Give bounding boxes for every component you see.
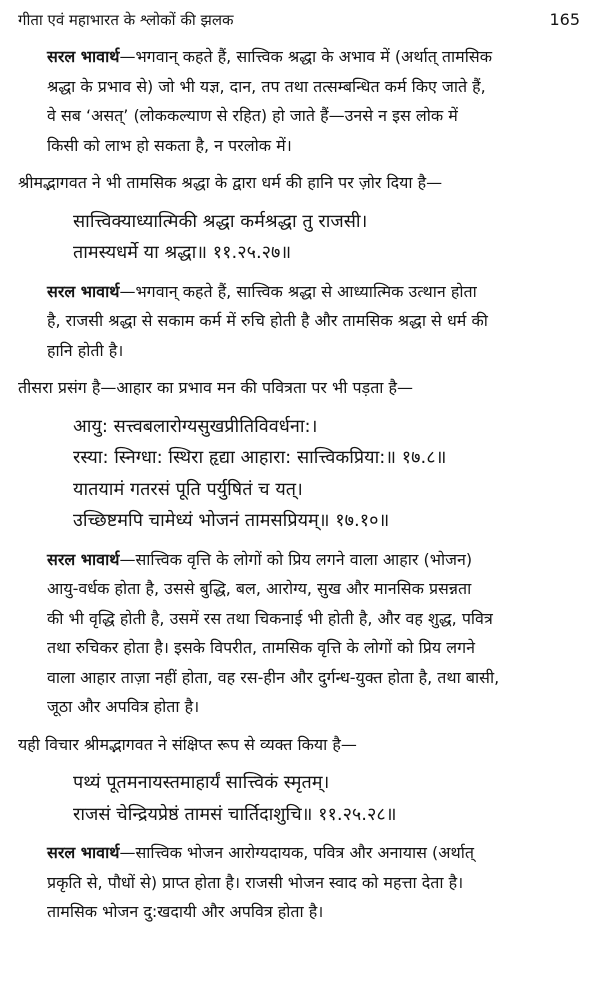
header-title: गीता एवं महाभारत के श्लोकों की झलक [18, 11, 234, 29]
paragraph-line: तामसिक भोजन दु:खदायी और अपवित्र होता है। [47, 902, 324, 921]
explanation-label: सरल भावार्थ [47, 281, 120, 301]
paragraph-line: किसी को लाभ हो सकता है, न परलोक में। [47, 135, 292, 155]
explanation-paragraph [18, 838, 580, 927]
explanation-label: सरल भावार्थ [47, 47, 120, 66]
paragraph-line: हानि होती है। [47, 340, 124, 360]
paragraph-line: —भगवान् कहते हैं, सात्त्विक श्रद्धा के अभाव में (अर्थात् तामसिक [119, 47, 492, 66]
paragraph-line: —सात्त्विक भोजन आरोग्यदायक, पवित्र और अनायास (अर्थात् [119, 843, 474, 862]
explanation-label: सरल भावार्थ [47, 549, 120, 569]
verse-line: उच्छिष्टमपि चामेध्यं भोजनं तामसप्रियम्॥ १७.१०॥ [73, 510, 390, 531]
explanation-paragraph [18, 277, 580, 366]
explanation-label: सरल भावार्थ [47, 843, 120, 862]
verse-line: सात्त्विक्याध्यात्मिकी श्रद्धा कर्मश्रद्धा तु राजसी। [73, 210, 368, 232]
verse-line: तामस्यधर्मे या श्रद्धा॥ ११.२५.२७॥ [73, 242, 292, 263]
paragraph-line: जूठा और अपवित्र होता है। [47, 697, 200, 716]
verse-line: आयु: सत्त्वबलारोग्यसुखप्रीतिविवर्धना:। [73, 415, 318, 437]
verse-line: यातयामं गतरसं पूति पर्युषितं च यत्। [73, 478, 303, 500]
verse-block [18, 767, 580, 830]
paragraph-line: है, राजसी श्रद्धा से सकाम कर्म में रुचि होती है और तामसिक श्रद्धा से धर्म की [47, 311, 488, 330]
running-header [18, 10, 580, 36]
paragraph-line: आयु-वर्धक होता है, उससे बुद्धि, बल, आरोग्य, सुख और मानसिक प्रसन्नता [47, 579, 472, 598]
intro-line: तीसरा प्रसंग है—आहार का प्रभाव मन की पवित्रता पर भी पड़ता है— [18, 378, 414, 397]
verse-line: रस्या: स्निग्धा: स्थिरा हृद्या आहारा: सात्त्विकप्रिया:॥ १७.८॥ [73, 447, 447, 468]
paragraph-line: —सात्त्विक वृत्ति के लोगों को प्रिय लगने वाला आहार (भोजन) [119, 549, 473, 569]
verse-line: पथ्यं पूतमनायस्तमाहार्यं सात्त्विकं स्मृतम्। [73, 772, 330, 793]
paragraph-line: की भी वृद्धि होती है, उसमें रस तथा चिकनाई भी होती है, और वह शुद्ध, पवित्र [47, 608, 493, 628]
intro-line: श्रीमद्भागवत ने भी तामसिक श्रद्धा के द्वारा धर्म की हानि पर ज़ोर दिया है— [18, 173, 443, 192]
paragraph-line: —भगवान् कहते हैं, सात्त्विक श्रद्धा से आध्यात्मिक उत्थान होता [119, 281, 477, 301]
page-number: 165 [549, 10, 580, 29]
verse-block [18, 411, 580, 537]
intro-line: यही विचार श्रीमद्भागवत ने संक्षिप्त रूप से व्यक्त किया है— [18, 734, 357, 754]
paragraph-line: वाला आहार ताज़ा नहीं होता, वह रस-हीन और दुर्गन्ध-युक्त होता है, तथा बासी, [47, 667, 500, 687]
explanation-paragraph [18, 42, 580, 160]
verse-block [18, 206, 580, 269]
paragraph-line: श्रद्धा के प्रभाव से) जो भी यज्ञ, दान, तप तथा तत्सम्बन्धित कर्म किए जाते हैं, [47, 76, 486, 96]
explanation-paragraph [18, 545, 580, 722]
paragraph-line: तथा रुचिकर होता है। इसके विपरीत, तामसिक वृत्ति के लोगों को प्रिय लगने [47, 638, 475, 657]
paragraph-line: वे सब ‘असत्’ (लोककल्याण से रहित) हो जाते हैं—उनसे न इस लोक में [47, 106, 458, 125]
paragraph-line: प्रकृति से, पौधों से) प्राप्त होता है। राजसी भोजन स्वाद को महत्ता देता है। [47, 872, 464, 892]
verse-line: राजसं चेन्द्रियप्रेष्ठं तामसं चार्तिदाशुचि॥ ११.२५.२८॥ [73, 803, 397, 825]
